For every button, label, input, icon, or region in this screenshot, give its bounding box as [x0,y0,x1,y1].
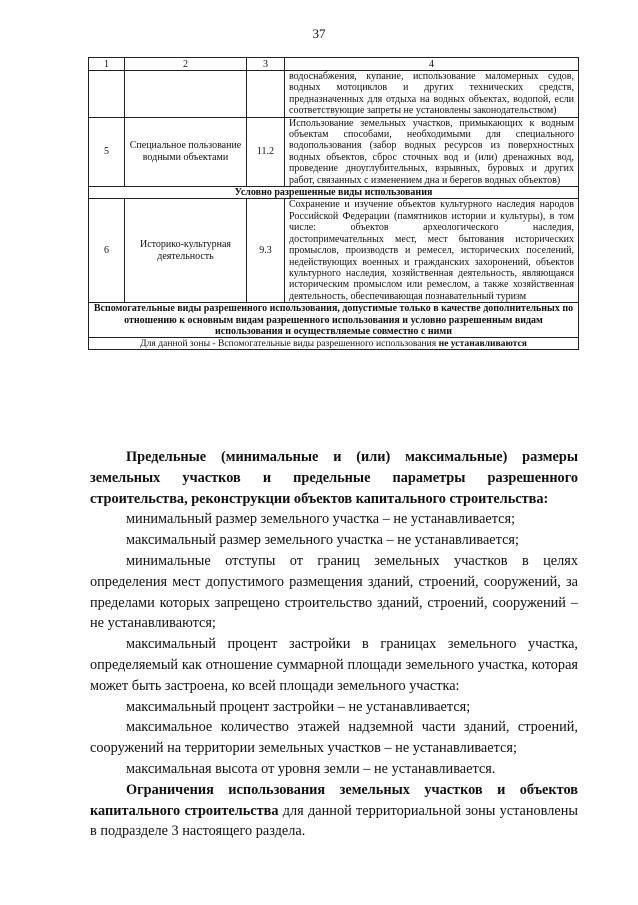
section-row [89,187,579,199]
restrictions-paragraph [90,780,578,842]
section-row [89,303,579,338]
paragraph: максимальный процент застройки в границах земельного участка, определяемый как отношение суммарной площади земельного участка, которая может быть застроена, ко всей площади земельного участка: [90,636,578,694]
parameters-heading: Предельные (минимальные и (или) максимальные) размеры земельных участков и предельные параметры разрешенного строительства, реконструкции объектов капитального строительства: [90,449,578,507]
parameters-section [90,447,578,842]
row-code: 9.3 [247,199,285,303]
row-description: Использование земельных участков, примыкающих к водным объектам способами, необходимыми для специального водопользования (забор водных ресурсов из поверхностных водных объектов, сброс сточных вод и (или) дренажных вод, проведение дноуглубительных, взрывных, буровых и других работ, связанных с изменением дна и берегов водных объектов) [285,117,579,186]
note-row [89,338,579,350]
column-header: 2 [125,58,247,71]
table-row [89,117,579,186]
paragraph: минимальные отступы от границ земельных участков в целях определения мест допустимого размещения зданий, строений, сооружений, за пределами которых запрещено строительство зданий, строений, сооружений – не устанавливаются; [90,552,578,632]
conditional-uses-heading: Условно разрешенные виды использования [89,187,579,199]
column-header: 4 [285,58,579,71]
row-description: водоснабжения, купание, использование маломерных судов, водных мотоциклов и других технических средств, предназначенных для отдыха на водных объектах, водопой, если соответствующие запреты не установлены законодательством) [285,71,579,118]
paragraph: максимальный размер земельного участка – не устанавливается; [126,532,519,549]
table-row [89,199,579,303]
page-number: 37 [312,26,326,41]
row-use-name: Специальное пользование водными объектами [125,117,247,186]
note-text: Для данной зоны - Вспомогательные виды разрешенного использования [140,338,439,350]
restrictions-text: для данной территориальной зоны установлены в подразделе 3 настоящего раздела. [90,802,578,840]
paragraph: максимальная высота от уровня земли – не устанавливается. [126,760,496,777]
table-row [89,71,579,118]
column-header: 3 [247,58,285,71]
row-use-name: Историко-культурная деятельность [125,199,247,303]
note-emphasis: не устанавливаются [438,338,527,350]
auxiliary-uses-note [89,338,579,350]
row-description: Сохранение и изучение объектов культурного наследия народов Российской Федерации (памятников истории и культуры), в том числе: объектов археологического наследия, достопримечательных мест, мест бытования исторических промыслов, производств и ремесел, исторических поселений, недействующих военных и гражданских захоронений, объектов культурного наследия, хозяйственная деятельность, являющаяся историческим промыслом или ремеслом, а также хозяйственная деятельность, обеспечивающая познавательный туризм [285,199,579,303]
paragraph: максимальный процент застройки – не устанавливается; [126,698,471,715]
land-use-table [88,57,579,350]
paragraph: максимальное количество этажей надземной части зданий, строений, сооружений на территории земельных участков – не устанавливается; [90,719,578,757]
row-number: 6 [89,199,125,303]
row-code: 11.2 [247,117,285,186]
row-number: 5 [89,117,125,186]
table-header-row [89,58,579,71]
auxiliary-uses-heading: Вспомогательные виды разрешенного использования, допустимые только в качестве дополнительных по отношению к основным видам разрешенного использования и условно разрешенным видам использования и осуществляемые совместно с ними [89,303,579,338]
paragraph: минимальный размер земельного участка – не устанавливается; [126,511,516,528]
column-header: 1 [89,58,125,71]
restrictions-emphasis: Ограничения использования земельных участков и объектов капитального строительства [90,781,578,819]
